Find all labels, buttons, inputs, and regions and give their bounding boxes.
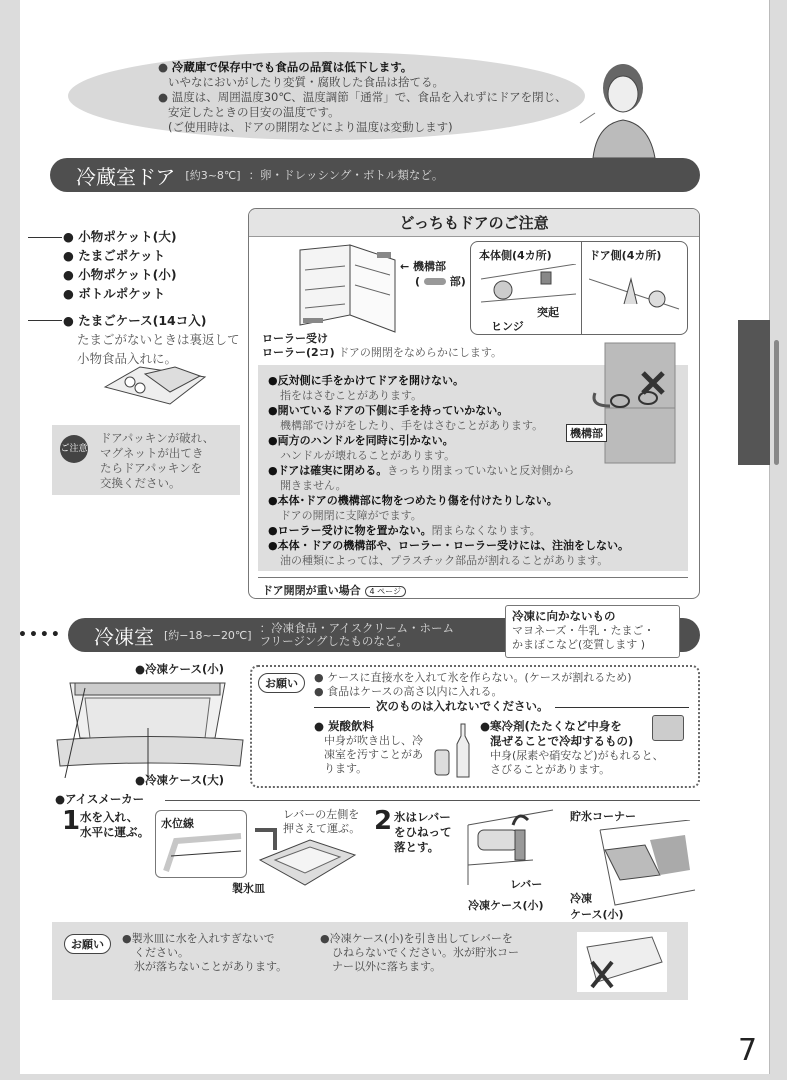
ice-storage-label: 貯氷コーナー bbox=[570, 810, 636, 823]
caution-text: ドアパッキンが破れ、 bbox=[100, 431, 215, 445]
no-twist-illustration bbox=[577, 932, 667, 992]
case-small-label-2: 冷凍 ケース(小) bbox=[570, 892, 624, 921]
mechanism-label: ← 機構部 bbox=[400, 260, 447, 273]
woman-illustration bbox=[575, 58, 675, 158]
warning-note: 油の種類によっては、プラスチック部品が割れることがあります。 bbox=[280, 554, 609, 567]
dont-put-heading: 次のものは入れないでください。 bbox=[370, 699, 555, 714]
door-side-label: ドア側(4カ所) bbox=[589, 249, 662, 262]
request-item: ● ケースに直接水を入れて氷を作らない。(ケースが割れるため) bbox=[314, 671, 632, 684]
freezer-drawer-illustration bbox=[55, 678, 245, 778]
water-line-inset bbox=[155, 810, 247, 878]
list-item: ● 小物ポケット(大) bbox=[63, 229, 177, 244]
roller-holder-label: ローラー受け bbox=[262, 332, 328, 345]
case-small-label: 冷凍ケース(小) bbox=[468, 899, 544, 912]
caution-text: 交換ください。 bbox=[100, 476, 181, 490]
dotted-leader: •••• bbox=[18, 627, 62, 643]
warning-item: ●本体･ドアの機構部に物をつめたり傷を付けたりしない。 bbox=[268, 494, 558, 507]
intro-line: 冷蔵庫で保存中でも食品の品質は低下します。 bbox=[171, 60, 413, 74]
lever-label: レバー bbox=[510, 878, 543, 891]
soda-bottle-icon bbox=[432, 722, 477, 782]
section-tab bbox=[738, 320, 770, 465]
request-item: ●製氷皿に水を入れすぎないで ください。 氷が落ちないことがあります。 bbox=[122, 932, 288, 973]
mechanism-legend: ( 部) bbox=[415, 275, 466, 288]
step-2-text: 氷はレバー をひねって 落とす。 bbox=[394, 810, 452, 854]
caution-text: たらドアパッキンを bbox=[100, 461, 203, 475]
list-item: ● 小物ポケット(小) bbox=[63, 267, 177, 282]
warning-item: ●両方のハンドルを同時に引かない。 bbox=[268, 434, 454, 447]
warning-note: 機構部でけがをしたり、手をはさむことがあります。 bbox=[280, 419, 544, 432]
request-item: ●冷凍ケース(小)を引き出してレバーを ひねらないでください。氷が貯氷コー ナー以外に落ちます。 bbox=[320, 932, 519, 973]
step-1-text: 水を入れ、 水平に運ぶ。 bbox=[80, 810, 150, 839]
warning-note: 指をはさむことがあります。 bbox=[280, 389, 423, 402]
caution-text: マグネットが出てき bbox=[100, 446, 204, 460]
protrusion-label: 突起 bbox=[537, 306, 559, 319]
request-badge: お願い bbox=[258, 673, 305, 693]
freezer-request-box bbox=[250, 665, 700, 788]
step-number: 2 bbox=[374, 806, 393, 836]
request-item: ● 食品はケースの高さ以内に入れる。 bbox=[314, 685, 503, 698]
body-side-label: 本体側(4カ所) bbox=[479, 249, 552, 262]
box-title: どっちもドアのご注意 bbox=[249, 209, 699, 237]
section-desc: ：冷凍食品・アイスクリーム・ホーム フリージングしたものなど。 bbox=[259, 621, 454, 648]
list-item: ● たまごポケット bbox=[63, 248, 166, 263]
callout-text: マヨネーズ・牛乳・たまご・ bbox=[512, 624, 655, 637]
temperature: [約−18~−20℃] bbox=[164, 629, 252, 642]
leader-line bbox=[28, 320, 62, 321]
egg-note: 小物食品入れに。 bbox=[77, 351, 178, 366]
hinge-label: ヒンジ bbox=[491, 320, 524, 333]
list-item: ● ボトルポケット bbox=[63, 286, 166, 301]
warning-item: ●ローラー受けに物を置かない。閉まらなくなります。 bbox=[268, 524, 541, 537]
intro-line: いやなにおいがしたり変質・腐敗した食品は捨てる。 bbox=[168, 75, 444, 89]
warning-item: ●本体・ドアの機構部や、ローラー・ローラー受けには、注油をしない。 bbox=[268, 539, 630, 552]
callout-text: かまぼこなど(変質します ) bbox=[512, 638, 646, 651]
water-line-label: 水位線 bbox=[161, 817, 194, 830]
ice-maker-heading: ●アイスメーカー bbox=[55, 792, 150, 807]
warning-note: ハンドルが壊れることがあります。 bbox=[280, 449, 456, 462]
mechanism-tag: 機構部 bbox=[566, 424, 607, 442]
cold-pack-item: ●寒冷剤(たたくなど中身を 混ぜることで冷却するもの) 中身(尿素や硝安など)がもれると、 さびることがあります。 bbox=[480, 719, 664, 776]
caution-badge: ご注意 bbox=[60, 435, 88, 463]
egg-note: たまごがないときは裏返して bbox=[77, 332, 240, 347]
heavy-door-link[interactable]: ドア開閉が重い場合 4 ページ bbox=[262, 582, 406, 598]
roller-label: ローラー(2コ) ドアの開閉をなめらかにします。 bbox=[262, 346, 503, 359]
warning-note: 開きません。 bbox=[280, 479, 347, 492]
leader-line bbox=[28, 237, 62, 238]
fridge-door-header bbox=[50, 158, 700, 192]
door-mechanism-illustration bbox=[589, 264, 684, 319]
caution-box bbox=[52, 425, 240, 495]
temperature: [約3~8℃] bbox=[185, 169, 241, 182]
mechanism-detail-box bbox=[470, 241, 688, 335]
request-badge: お願い bbox=[64, 934, 111, 954]
soda-item: ● 炭酸飲料 中身が吹き出し、冷 凍室を汚すことがあ ります。 bbox=[314, 719, 423, 775]
step-number: 1 bbox=[62, 806, 81, 836]
door-pockets-list bbox=[63, 227, 240, 368]
list-item: ● たまごケース(14コ入) bbox=[63, 313, 207, 328]
lever-hint: レバーの左側を 押さえて運ぶ。 bbox=[283, 808, 361, 835]
warning-item: ●反対側に手をかけてドアを開けない。 bbox=[268, 374, 465, 387]
intro-line: 温度は、周囲温度30℃、温度調節「通常」で、食品を入れずにドアを閉じ、 bbox=[171, 90, 567, 104]
warning-item: ●開いているドアの下側に手を持っていかない。 bbox=[268, 404, 509, 417]
warning-item: ●ドアは確実に閉める。きっちり閉まっていないと反対側から bbox=[268, 464, 575, 477]
ice-request-box bbox=[52, 922, 688, 1000]
section-desc: ：卵・ドレッシング・ボトル類など。 bbox=[248, 168, 444, 182]
open-fridge-illustration bbox=[295, 240, 410, 335]
ice-tray-label: 製氷皿 bbox=[232, 882, 265, 895]
scrollbar-thumb[interactable] bbox=[774, 340, 779, 465]
hinge-illustration bbox=[481, 264, 576, 314]
case-small-label: ●冷凍ケース(小) bbox=[135, 662, 224, 676]
egg-case-illustration bbox=[100, 362, 215, 412]
section-title: 冷凍室 bbox=[94, 624, 154, 649]
cold-pack-icon bbox=[652, 715, 684, 741]
intro-text: ● 冷蔵庫で保存中でも食品の品質は低下します。 いやなにおいがしたり変質・腐敗した食品は捨てる。 ● 温度は、周囲温度30℃、温度調節「通常」で、食品を入れずにドアを閉じ、 安定したときの目安の温度です。 (ご使用時は、ドアの開閉などにより温度は変動します) bbox=[158, 60, 567, 134]
not-suited-callout bbox=[505, 605, 680, 658]
callout-title: 冷凍に向かないもの bbox=[512, 609, 616, 623]
section-title: 冷蔵室ドア bbox=[76, 164, 176, 189]
warning-note: ドアの開閉に支障がでます。 bbox=[280, 509, 422, 522]
case-large-label: ●冷凍ケース(大) bbox=[135, 773, 224, 787]
intro-line: 安定したときの目安の温度です。 bbox=[168, 105, 340, 119]
intro-line: (ご使用時は、ドアの開閉などにより温度は変動します) bbox=[168, 120, 453, 134]
page-number: 7 bbox=[738, 1033, 758, 1068]
fridge-warning-illustration bbox=[565, 338, 690, 468]
